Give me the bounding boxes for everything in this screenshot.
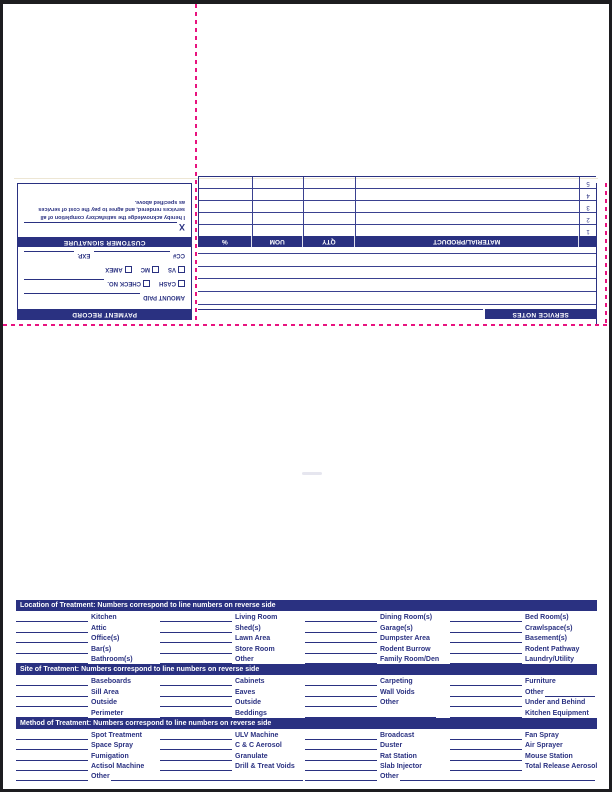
write-in-line[interactable] (160, 690, 232, 697)
item-label: Bathroom(s) (91, 655, 133, 663)
treatment-item (16, 646, 160, 654)
table-cell[interactable] (303, 213, 355, 224)
write-in-line[interactable] (450, 657, 522, 664)
item-label: Rodent Pathway (525, 645, 580, 653)
treatment-item (305, 625, 450, 633)
item-label: Shed(s) (235, 624, 261, 632)
payment-record-header: PAYMENT RECORD (18, 309, 191, 319)
write-in-line[interactable] (160, 754, 232, 761)
item-label: Broadcast (380, 731, 415, 739)
treatment-item (160, 678, 305, 686)
write-in-line[interactable] (450, 615, 522, 622)
vs-checkbox[interactable] (178, 266, 185, 273)
treatment-item (450, 689, 597, 697)
write-in-line[interactable] (450, 679, 522, 686)
write-in-line[interactable] (16, 647, 88, 654)
write-in-line[interactable] (160, 743, 232, 750)
service-notes-lines[interactable] (198, 253, 596, 309)
write-in-line[interactable] (450, 743, 522, 750)
card-type-row (24, 265, 185, 279)
treatment-item (16, 678, 160, 686)
treatment-item (16, 732, 160, 740)
item-label: Basement(s) (525, 635, 568, 643)
checklist-row (16, 750, 597, 760)
item-label: Outside (91, 699, 118, 707)
write-in-line[interactable] (450, 626, 522, 633)
write-in-line[interactable] (450, 647, 522, 654)
write-in-line[interactable] (198, 309, 483, 319)
write-in-line[interactable] (16, 764, 88, 771)
treatment-checklists (16, 600, 597, 781)
treatment-item (16, 625, 160, 633)
treatment-item (160, 710, 305, 718)
treatment-item (305, 678, 450, 686)
table-cell[interactable] (199, 177, 252, 188)
cash-check-row (24, 279, 185, 293)
item-label: Other (380, 699, 399, 707)
table-cell[interactable] (355, 213, 579, 224)
item-label: Furniture (525, 678, 556, 686)
table-cell[interactable] (355, 201, 579, 212)
write-in-line[interactable] (450, 754, 522, 761)
treatment-item (450, 625, 597, 633)
item-label: Mouse Station (525, 752, 573, 760)
treatment-item (305, 646, 450, 654)
write-in-line[interactable] (16, 679, 88, 686)
item-label: Dining Room(s) (380, 614, 433, 622)
item-label: Dumpster Area (380, 635, 430, 643)
treatment-item (450, 753, 597, 761)
check-no-label: CHECK NO. (107, 280, 141, 286)
treatment-item (16, 710, 160, 718)
item-label: Attic (91, 624, 107, 632)
signature-line[interactable] (24, 222, 177, 231)
treatment-item (160, 753, 305, 761)
payment-panel (17, 183, 192, 324)
write-in-line[interactable] (198, 304, 596, 305)
write-in-line[interactable] (450, 733, 522, 740)
mc-checkbox[interactable] (152, 266, 159, 273)
top-stub-rotated (16, 180, 597, 324)
checklist-row (16, 654, 597, 664)
checklist-row (16, 761, 597, 771)
item-label: Outside (235, 699, 262, 707)
write-in-line[interactable] (305, 743, 377, 750)
treatment-item (16, 773, 305, 781)
treatment-item (16, 742, 160, 750)
treatment-item (160, 689, 305, 697)
checklist-row (16, 740, 597, 750)
write-in-line[interactable] (16, 774, 88, 781)
item-label: Rat Station (380, 752, 417, 760)
item-label: Space Spray (91, 742, 134, 750)
item-label: Cabinets (235, 678, 265, 686)
item-label: Other (380, 773, 399, 781)
table-cell[interactable] (303, 189, 355, 200)
cc-line[interactable] (94, 251, 170, 260)
treatment-item (450, 763, 597, 771)
table-cell[interactable] (252, 177, 304, 188)
treatment-item (305, 699, 450, 707)
treatment-item (160, 625, 305, 633)
item-label: Under and Behind (525, 699, 586, 707)
treatment-item (450, 646, 597, 654)
cc-label: CC# (172, 252, 185, 258)
treatment-item (450, 656, 597, 664)
item-label: Other (91, 773, 110, 781)
material-row[interactable] (199, 177, 596, 189)
item-label: Other (525, 688, 544, 696)
item-label: Bed Room(s) (525, 614, 569, 622)
check-no-checkbox[interactable] (143, 280, 150, 287)
cc-exp-row (24, 251, 185, 265)
write-in-line[interactable] (305, 636, 377, 643)
treatment-item (305, 753, 450, 761)
treatment-item (305, 773, 597, 781)
write-in-line[interactable] (160, 679, 232, 686)
write-in-line[interactable] (16, 700, 88, 707)
acknowledgment-text: I hereby acknowledge the satisfactory completion of all services rendered, and agree to pay the cost of services as specified above. (38, 198, 185, 220)
checklist-row (16, 633, 597, 643)
table-cell[interactable] (252, 225, 304, 236)
treatment-item (160, 646, 305, 654)
write-in-line[interactable] (305, 733, 377, 740)
row-number: 1 (579, 225, 596, 236)
item-label: ULV Machine (235, 731, 279, 739)
item-label: Living Room (235, 614, 278, 622)
treatment-item (160, 699, 305, 707)
treatment-item (450, 635, 597, 643)
page-border (0, 0, 3, 792)
signature-x-label: X (178, 222, 185, 232)
table-cell[interactable] (199, 189, 252, 200)
write-in-line[interactable] (305, 700, 377, 707)
item-label: Crawlspace(s) (525, 624, 573, 632)
column-header: QTY (304, 236, 356, 247)
write-in-line[interactable] (305, 657, 377, 664)
scan-smudge (302, 472, 322, 475)
column-header: UOM (252, 236, 304, 247)
check-no-line[interactable] (24, 279, 104, 288)
material-product-table (198, 176, 596, 247)
write-in-line[interactable] (305, 764, 377, 771)
treatment-item (305, 763, 450, 771)
item-label: Duster (380, 742, 403, 750)
vertical-perforation-line (195, 4, 197, 325)
item-label: Kitchen (91, 614, 117, 622)
write-in-line[interactable] (160, 615, 232, 622)
horizontal-perforation-line (3, 324, 609, 326)
treatment-item (305, 614, 450, 622)
treatment-item (450, 678, 597, 686)
write-in-line[interactable] (450, 700, 522, 707)
write-in-line[interactable] (160, 764, 232, 771)
write-in-line[interactable] (160, 711, 232, 718)
amex-label: AMEX (105, 266, 123, 272)
checklist-row (16, 730, 597, 740)
treatment-item (450, 699, 597, 707)
section-header: Location of Treatment: Numbers correspond to line numbers on reverse side (16, 600, 597, 611)
item-label: Garage(s) (380, 624, 413, 632)
checklist-row (16, 622, 597, 632)
treatment-item (305, 742, 450, 750)
material-row[interactable] (199, 189, 596, 201)
item-label: Fan Spray (525, 731, 559, 739)
write-in-line[interactable] (198, 266, 596, 267)
treatment-item (160, 763, 305, 771)
treatment-item (16, 763, 160, 771)
amount-paid-label: AMOUNT PAID (143, 294, 185, 300)
item-label: Office(s) (91, 635, 120, 643)
write-in-line[interactable] (16, 626, 88, 633)
item-label: Rodent Burrow (380, 645, 431, 653)
amount-paid-line[interactable] (24, 293, 140, 302)
write-in-line[interactable] (198, 291, 596, 292)
item-label: Spot Treatment (91, 731, 142, 739)
table-cell[interactable] (355, 225, 579, 236)
service-notes-area (198, 180, 597, 324)
row-number: 4 (579, 189, 596, 200)
write-in-line[interactable] (160, 626, 232, 633)
write-in-line[interactable] (305, 647, 377, 654)
treatment-item (160, 635, 305, 643)
table-cell[interactable] (252, 201, 304, 212)
material-table-header (199, 236, 596, 247)
cash-label: CASH (158, 280, 176, 286)
item-label: Bar(s) (91, 645, 112, 653)
vs-label: VS (167, 266, 176, 272)
write-in-line[interactable] (305, 774, 377, 781)
page-border (0, 0, 612, 4)
treatment-item (16, 614, 160, 622)
write-in-line[interactable] (16, 754, 88, 761)
treatment-item (305, 689, 450, 697)
write-in-line[interactable] (198, 279, 596, 280)
treatment-item (305, 635, 450, 643)
item-label: Laundry/Utility (525, 655, 575, 663)
write-in-line[interactable] (450, 711, 522, 718)
signature-area (18, 184, 191, 237)
write-in-line[interactable] (450, 636, 522, 643)
exp-label: EXP. (77, 252, 91, 258)
service-notes-header: SERVICE NOTES (485, 309, 596, 319)
table-cell[interactable] (252, 213, 304, 224)
checklist-row (16, 643, 597, 653)
material-row[interactable] (199, 225, 596, 236)
item-label: Wall Voids (380, 688, 415, 696)
treatment-item (16, 635, 160, 643)
material-row[interactable] (199, 201, 596, 213)
write-in-line[interactable] (305, 679, 377, 686)
treatment-item (305, 732, 450, 740)
write-in-line[interactable] (111, 774, 303, 781)
customer-signature-header: CUSTOMER SIGNATURE (18, 237, 191, 247)
treatment-item (16, 699, 160, 707)
write-in-line[interactable] (450, 764, 522, 771)
row-number: 3 (579, 201, 596, 212)
item-label: Drill & Treat Voids (235, 763, 295, 771)
checklist-row (16, 612, 597, 622)
write-in-line[interactable] (198, 253, 596, 254)
item-label: Kitchen Equipment (525, 709, 589, 717)
write-in-line[interactable] (16, 743, 88, 750)
write-in-line[interactable] (305, 615, 377, 622)
exp-line[interactable] (24, 251, 74, 260)
item-label: Granulate (235, 752, 268, 760)
table-cell[interactable] (199, 213, 252, 224)
write-in-line[interactable] (16, 657, 88, 664)
item-label: Lawn Area (235, 635, 271, 643)
amount-paid-row (24, 293, 185, 307)
item-label: Air Sprayer (525, 742, 563, 750)
item-label: Beddings (235, 709, 267, 717)
treatment-item (16, 689, 160, 697)
mc-label: MC (140, 266, 150, 272)
item-label: Eaves (235, 688, 256, 696)
write-in-line[interactable] (305, 711, 436, 718)
item-label: Fumigation (91, 752, 129, 760)
write-in-line[interactable] (160, 657, 232, 664)
item-label: Baseboards (91, 678, 132, 686)
treatment-item (16, 753, 160, 761)
item-label: Total Release Aerosol (525, 763, 598, 771)
write-in-line[interactable] (160, 647, 232, 654)
write-in-line[interactable] (160, 700, 232, 707)
checklist-row (16, 686, 597, 696)
table-cell[interactable] (199, 225, 252, 236)
material-row[interactable] (199, 213, 596, 225)
column-header: % (199, 236, 252, 247)
table-cell[interactable] (303, 201, 355, 212)
write-in-line[interactable] (16, 711, 88, 718)
treatment-item (160, 742, 305, 750)
cash-checkbox[interactable] (178, 280, 185, 287)
table-cell[interactable] (303, 225, 355, 236)
checklist-row (16, 676, 597, 686)
table-cell[interactable] (355, 189, 579, 200)
right-edge-perforation-line (605, 183, 607, 325)
amex-checkbox[interactable] (125, 266, 132, 273)
write-in-line[interactable] (545, 690, 595, 697)
treatment-item (160, 614, 305, 622)
item-label: Store Room (235, 645, 275, 653)
section-header: Method of Treatment: Numbers correspond to line numbers on reverse side (16, 718, 597, 729)
write-in-line[interactable] (305, 690, 377, 697)
checklist-row (16, 771, 597, 781)
row-number: 5 (579, 177, 596, 188)
write-in-line[interactable] (16, 690, 88, 697)
table-cell[interactable] (355, 177, 579, 188)
write-in-line[interactable] (160, 636, 232, 643)
treatment-item (450, 742, 597, 750)
column-header: MATERIAL/PRODUCT (355, 236, 579, 247)
write-in-line[interactable] (400, 774, 595, 781)
treatment-item (160, 732, 305, 740)
write-in-line[interactable] (16, 615, 88, 622)
item-label: Family Room/Den (380, 655, 440, 663)
treatment-item (305, 711, 450, 718)
item-label: Slab Injector (380, 763, 423, 771)
checklist-row (16, 707, 597, 717)
item-label: Perimeter (91, 709, 124, 717)
write-in-line[interactable] (16, 636, 88, 643)
table-cell[interactable] (303, 177, 355, 188)
write-in-line[interactable] (305, 754, 377, 761)
treatment-item (160, 656, 305, 664)
section-header: Site of Treatment: Numbers correspond to line numbers on reverse side (16, 664, 597, 675)
checklist-row (16, 697, 597, 707)
treatment-item (450, 710, 597, 718)
item-label: Actisol Machine (91, 763, 145, 771)
item-label: Carpeting (380, 678, 413, 686)
item-label: Other (235, 655, 254, 663)
write-in-line[interactable] (450, 690, 522, 697)
treatment-item (16, 656, 160, 664)
row-number: 2 (579, 213, 596, 224)
treatment-item (450, 732, 597, 740)
table-cell[interactable] (252, 189, 304, 200)
item-label: C & C Aerosol (235, 742, 282, 750)
treatment-item (450, 614, 597, 622)
treatment-item (305, 656, 450, 664)
write-in-line[interactable] (16, 733, 88, 740)
table-cell[interactable] (199, 201, 252, 212)
write-in-line[interactable] (305, 626, 377, 633)
item-label: Sill Area (91, 688, 119, 696)
write-in-line[interactable] (160, 733, 232, 740)
